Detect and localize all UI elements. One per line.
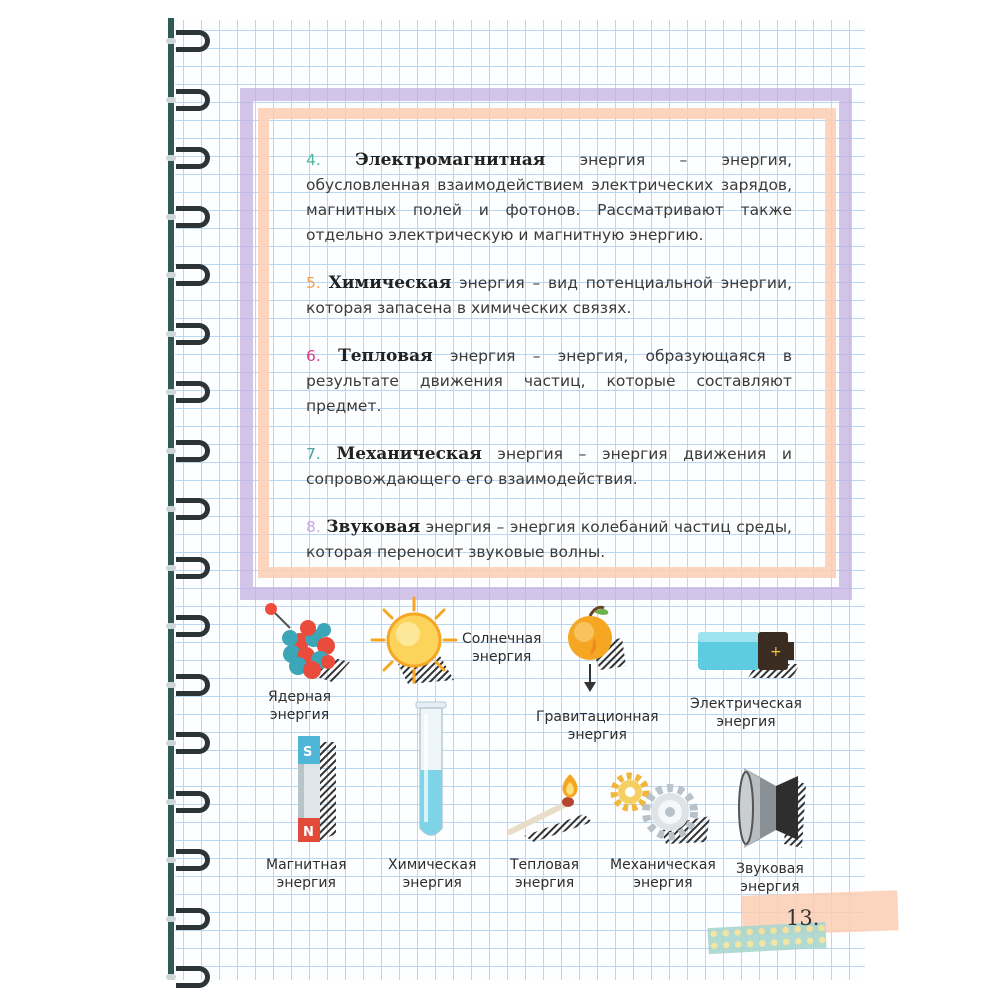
label-electric-energy: Электрическая энергия <box>690 696 802 730</box>
binding-ring <box>176 147 210 169</box>
label-nuclear-energy: Ядерная энергия <box>268 689 332 723</box>
binding-ring <box>176 908 210 930</box>
binding-ring <box>176 264 210 286</box>
label-solar-energy: Солнечная энергия <box>462 631 542 665</box>
atom-nucleus-icon <box>262 600 352 682</box>
test-tube-icon <box>410 700 454 846</box>
binding-ring <box>176 791 210 813</box>
paragraph-body: энергия – энергия движения и сопровождающего его взаимодействия. <box>306 445 792 488</box>
binding-ring <box>176 30 210 52</box>
binding-ring <box>176 849 210 871</box>
gears-icon <box>610 770 714 846</box>
magnet-icon <box>290 734 346 846</box>
binding-ring <box>176 498 210 520</box>
paragraph-chemical <box>306 271 792 321</box>
binding-ring <box>176 206 210 228</box>
binding-ring <box>176 440 210 462</box>
definitions-text <box>306 148 792 588</box>
paragraph-keyword: Химическая <box>328 273 452 293</box>
binding-ring <box>176 966 210 988</box>
paragraph-number: 6. <box>306 347 321 365</box>
label-chemical-energy: Химическая энергия <box>388 857 477 891</box>
label-thermal-energy: Тепловая энергия <box>510 857 580 891</box>
paragraph-number: 7. <box>306 445 321 463</box>
sun-icon <box>368 594 460 686</box>
paragraph-keyword: Тепловая <box>338 346 433 366</box>
apple-icon <box>560 604 630 696</box>
paragraph-keyword: Механическая <box>336 444 482 464</box>
paragraph-number: 5. <box>306 274 321 292</box>
label-sound-energy: Звуковая энергия <box>736 861 804 895</box>
paragraph-mechanical <box>306 442 792 492</box>
notebook-spine <box>168 18 174 980</box>
paragraph-number: 4. <box>306 151 321 169</box>
page-number: 13. <box>786 906 820 930</box>
magnet-pole-s: S <box>303 745 313 760</box>
binding-ring <box>176 89 210 111</box>
paragraph-body: энергия – энергия колебаний частиц среды, которая переносит звуковые волны. <box>306 518 792 561</box>
paragraph-keyword: Звуковая <box>326 517 421 537</box>
magnet-pole-n: N <box>303 825 314 840</box>
binding-ring <box>176 323 210 345</box>
binding-ring <box>176 732 210 754</box>
binding-ring <box>176 615 210 637</box>
paragraph-sound <box>306 515 792 565</box>
paragraph-body: энергия – вид потенциальной энергии, которая запасена в химических связях. <box>306 274 792 317</box>
battery-plus-sign: + <box>770 644 782 660</box>
paragraph-body: энергия – энергия, образующаяся в результате движения частиц, которые составляют предмет. <box>306 347 792 415</box>
paragraph-thermal <box>306 344 792 419</box>
speaker-icon <box>736 764 808 852</box>
paragraph-keyword: Электромагнитная <box>355 150 546 170</box>
battery-icon <box>696 628 804 680</box>
binding-ring <box>176 381 210 403</box>
paragraph-electromagnetic <box>306 148 792 248</box>
label-gravitational-energy: Гравитационная энергия <box>536 709 659 743</box>
label-magnetic-energy: Магнитная энергия <box>266 857 347 891</box>
binding-ring <box>176 674 210 696</box>
match-icon <box>504 770 594 842</box>
paragraph-body: энергия – энергия, обусловленная взаимодействием электрических зарядов, магнитных полей и фотонов. Рассматривают также отдельно электрическую и магнитную энергию. <box>306 151 792 244</box>
label-mechanical-energy: Механическая энергия <box>610 857 716 891</box>
paragraph-number: 8. <box>306 518 321 536</box>
binding-ring <box>176 557 210 579</box>
